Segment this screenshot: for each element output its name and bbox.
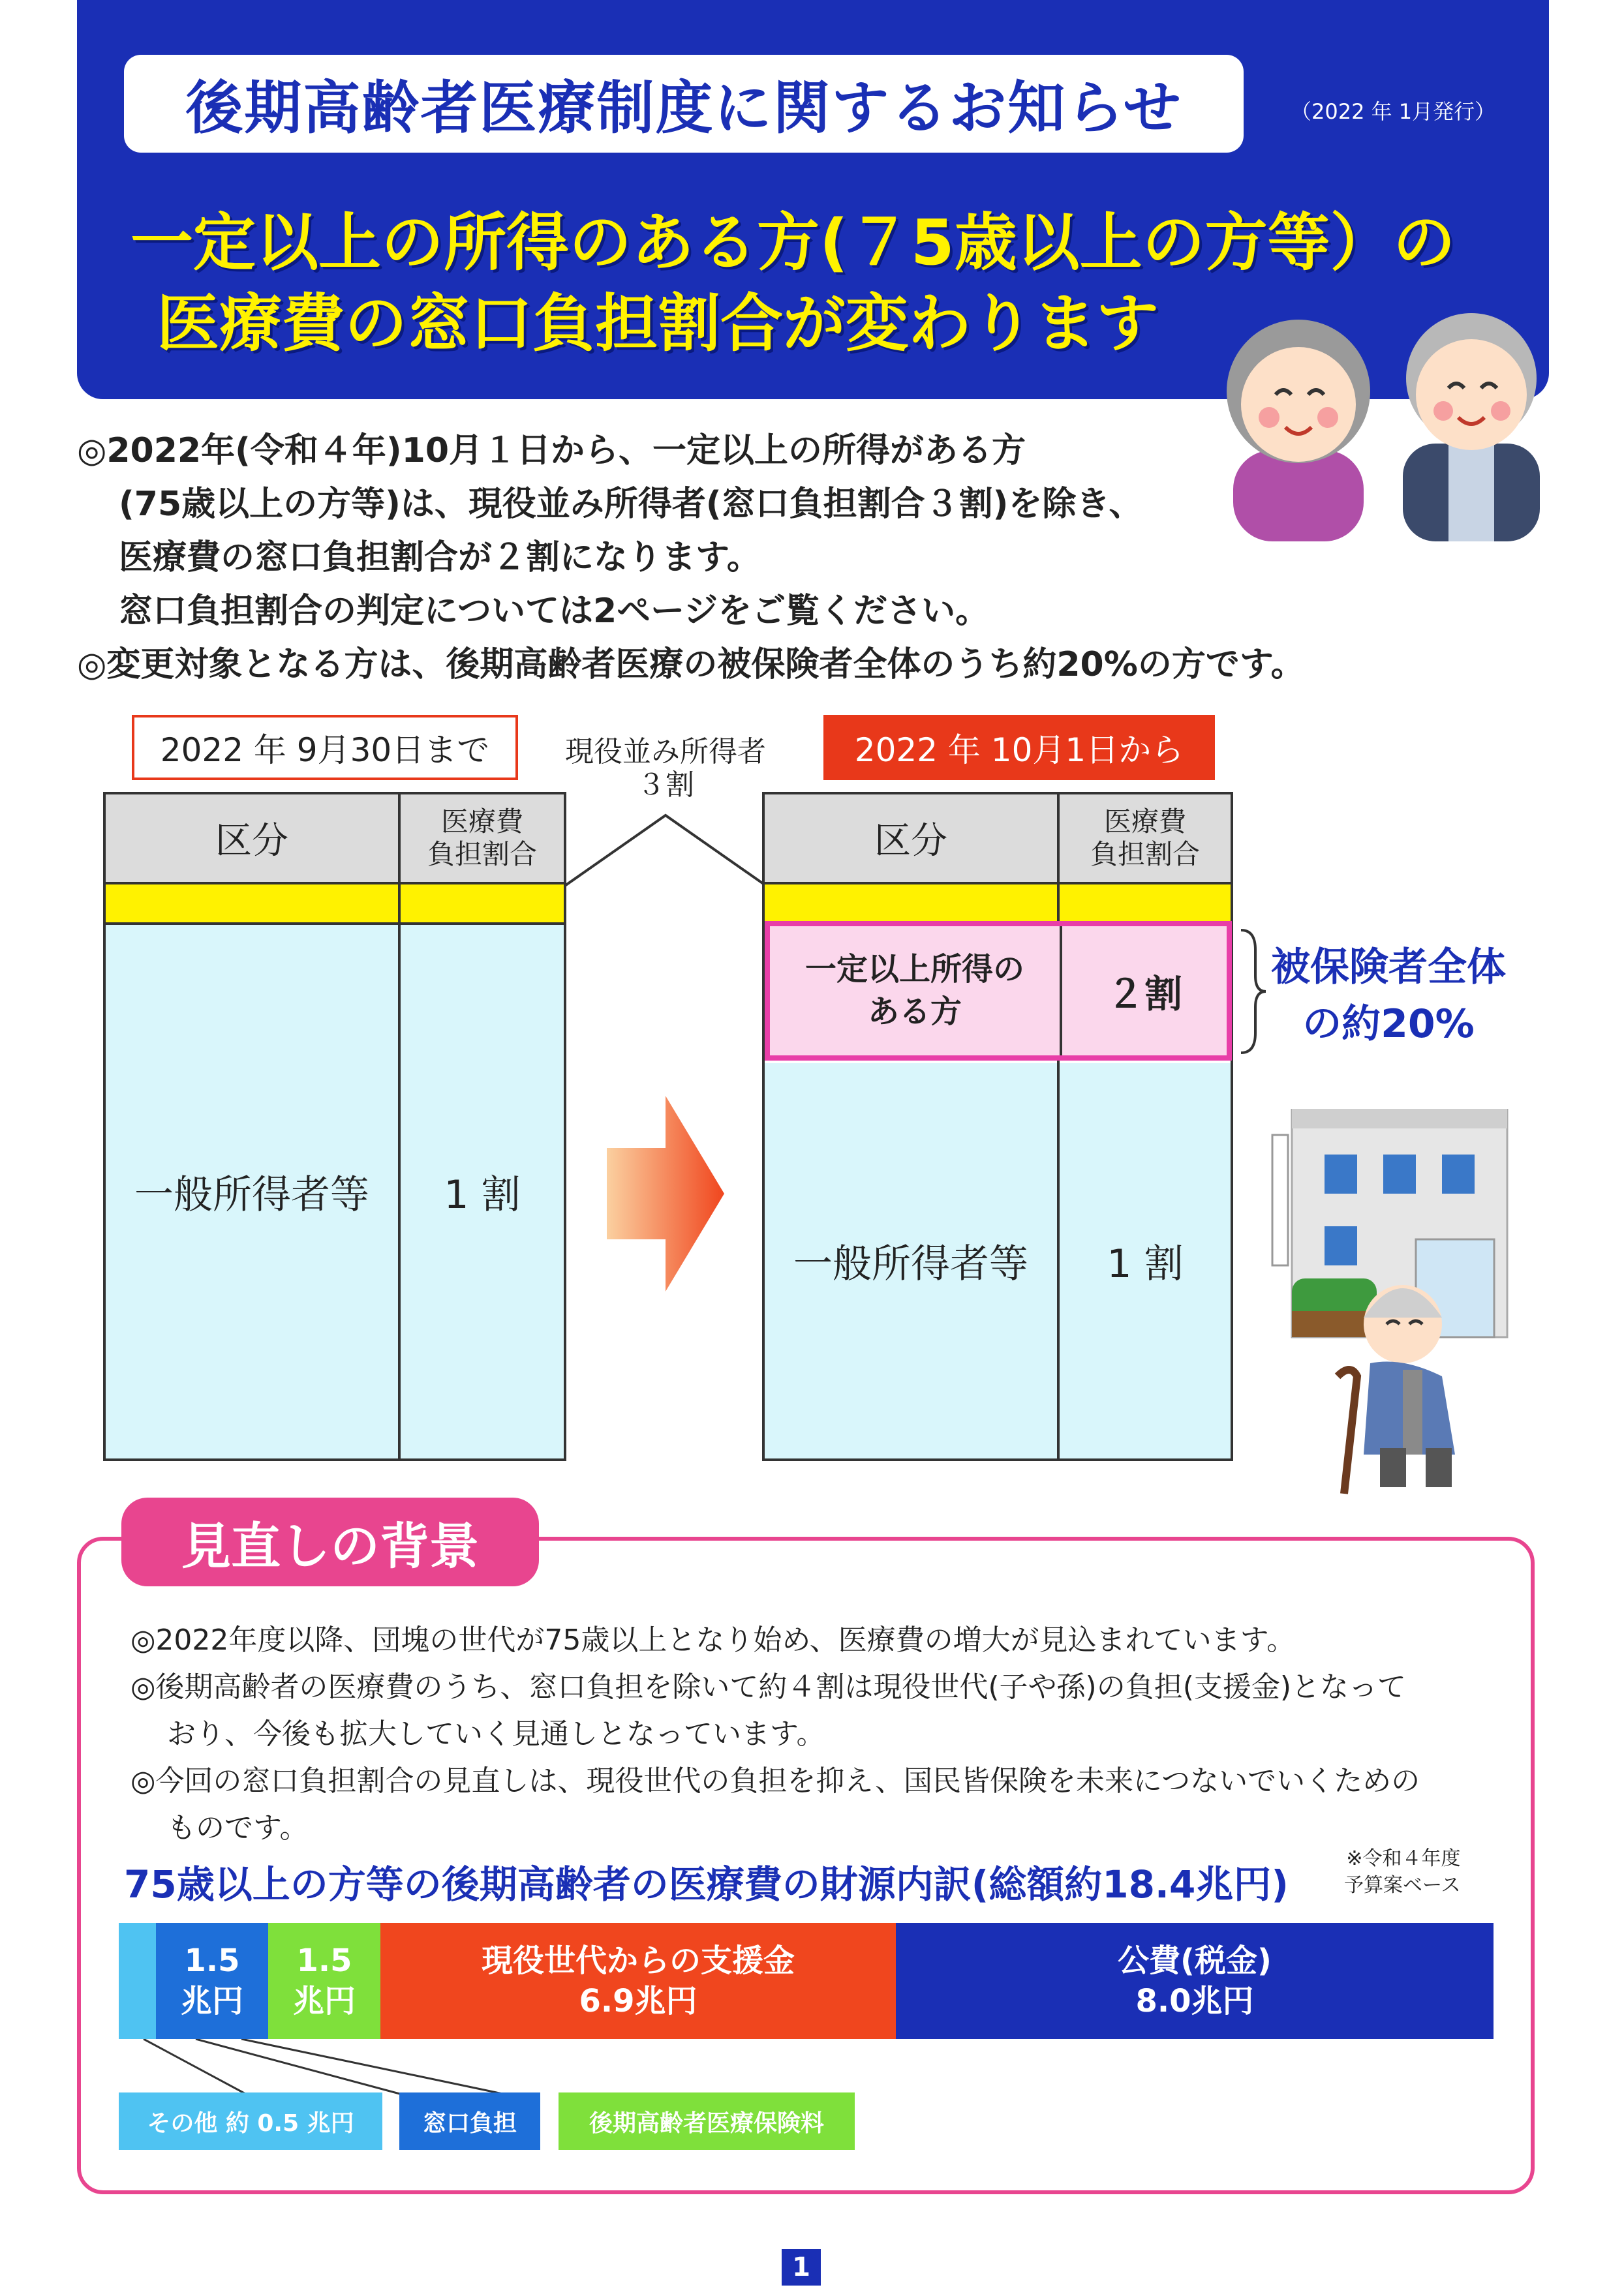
funding-segment-2-line-1: 1.5 [296, 1942, 352, 1979]
notice-title-box [124, 55, 1244, 153]
before-col-category: 区分 [106, 794, 398, 882]
high-income-category-line-1: 一定以上所得の [804, 951, 1024, 988]
funding-segment-4 [896, 1923, 1494, 2039]
headline-line-2: 医療費の窓口負担割合が変わります [157, 287, 1159, 360]
before-row-ratio: 1 割 [401, 925, 564, 1458]
funding-segment-4-line-2: 8.0兆円 [1135, 1983, 1254, 2019]
brace-icon [1237, 926, 1270, 1057]
after-table [762, 792, 1233, 1461]
percentage-note [1271, 939, 1506, 1053]
background-line-1: ◎2022年度以降、団塊の世代が75歳以上となり始め、医療費の増大が見込まれています。 [130, 1624, 1296, 1657]
note-line-1: ※令和４年度 [1346, 1847, 1461, 1870]
funding-segment-1 [156, 1923, 268, 2039]
intro-line-1: ◎2022年(令和４年)10月１日から、一定以上の所得がある方 [77, 431, 1026, 470]
funding-segment-1-line-2: 兆円 [180, 1983, 243, 2019]
percentage-note-line-2: の約20% [1302, 1001, 1475, 1047]
genyaku-line-1: 現役並み所得者 [565, 735, 766, 768]
funding-chart-title: 75歳以上の方等の後期高齢者の医療費の財源内訳(総額約18.4兆円) [124, 1862, 1289, 1907]
high-income-ratio: ２割 [1106, 972, 1182, 1016]
headline-line-1: 一定以上の所得のある方(７5歳以上の方等）の [130, 206, 1456, 279]
notice-title: 後期高齢者医療制度に関するお知らせ [185, 74, 1182, 142]
funding-segment-3-line-1: 現役世代からの支援金 [481, 1942, 795, 1979]
before-yellow-bar [106, 882, 564, 925]
legend-premium: 後期高齢者医療保険料 [559, 2092, 855, 2150]
after-divider [1057, 794, 1060, 1458]
high-income-row [765, 921, 1232, 1061]
before-row-category: 一般所得者等 [106, 925, 398, 1458]
legend-window: 窓口負担 [399, 2092, 540, 2150]
intro-line-5: ◎変更対象となる方は、後期高齢者医療の被保険者全体のうち約20%の方です。 [77, 645, 1305, 684]
before-col-ratio-line-2: 負担割合 [427, 838, 537, 870]
legend-connector-lines [117, 2039, 522, 2098]
intro-line-2: (75歳以上の方等)は、現役並み所得者(窓口負担割合３割)を除き、 [119, 485, 1143, 524]
high-income-category-line-2: ある方 [867, 993, 962, 1030]
background-line-3: おり、今後も拡大していく見通しとなっています。 [167, 1717, 825, 1751]
background-line-4: ◎今回の窓口負担割合の見直しは、現役世代の負担を抑え、国民皆保険を未来につないでいくための [130, 1764, 1420, 1798]
issue-date: （2022 年 1月発行） [1291, 99, 1496, 124]
background-section-tab: 見直しの背景 [121, 1498, 539, 1586]
background-line-5: ものです。 [167, 1811, 309, 1845]
after-col-ratio-line-2: 負担割合 [1090, 838, 1200, 870]
before-table [103, 792, 566, 1461]
after-date-label: 2022 年 10月1日から [823, 715, 1215, 780]
percentage-note-line-1: 被保険者全体 [1271, 944, 1506, 990]
before-col-ratio [401, 794, 564, 882]
funding-segment-3 [380, 1923, 896, 2039]
after-yellow-bar [765, 882, 1231, 925]
intro-line-3: 医療費の窓口負担割合が２割になります。 [119, 538, 761, 577]
funding-segment-3-line-2: 6.9兆円 [579, 1983, 697, 2019]
funding-segment-1-line-1: 1.5 [184, 1942, 240, 1979]
genyaku-note [535, 736, 796, 802]
after-col-ratio [1060, 794, 1231, 882]
note-line-2: 予算案ベース [1344, 1873, 1461, 1897]
legend-other: その他 約 0.5 兆円 [119, 2092, 382, 2150]
genyaku-line-2: ３割 [637, 768, 694, 802]
after-row-category: 一般所得者等 [765, 1063, 1057, 1458]
funding-segment-0 [119, 1923, 156, 2039]
before-col-ratio-line-1: 医療費 [440, 805, 523, 838]
page-number: 1 [782, 2249, 821, 2286]
funding-segment-2 [268, 1923, 380, 2039]
after-row-ratio: 1 割 [1060, 1063, 1231, 1458]
funding-chart-note [1344, 1846, 1461, 1899]
high-income-category [770, 926, 1060, 1055]
before-date-label: 2022 年 9月30日まで [132, 715, 518, 780]
funding-segment-2-line-2: 兆円 [292, 1983, 356, 2019]
before-divider [398, 794, 401, 1458]
after-col-category: 区分 [765, 794, 1057, 882]
intro-line-4: 窓口負担割合の判定については2ページをご覧ください。 [119, 592, 990, 631]
background-line-2: ◎後期高齢者の医療費のうち、窓口負担を除いて約４割は現役世代(子や孫)の負担(支援金)となって [130, 1670, 1407, 1704]
after-col-ratio-line-1: 医療費 [1103, 805, 1186, 838]
arrow-right-icon [607, 1096, 724, 1292]
elderly-couple-illustration [1214, 280, 1553, 541]
funding-segment-4-line-1: 公費(税金) [1118, 1942, 1272, 1979]
hospital-elderly-illustration [1266, 1109, 1540, 1500]
